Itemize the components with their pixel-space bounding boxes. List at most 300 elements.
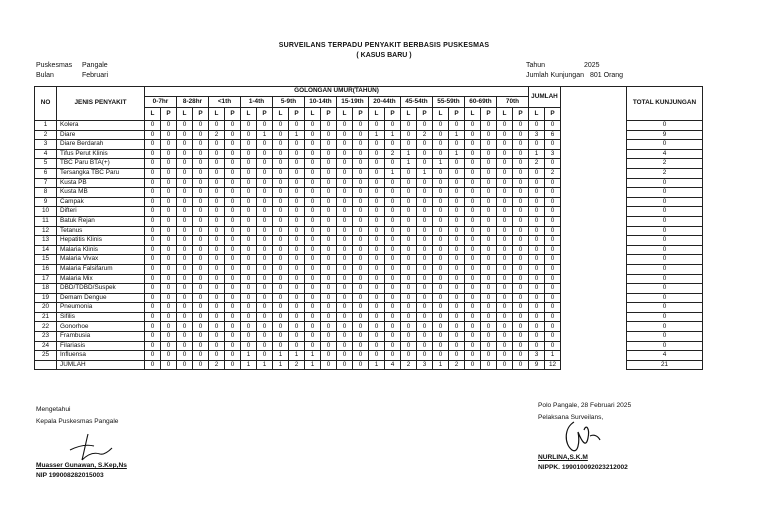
case-count-cell: 0 bbox=[177, 246, 193, 256]
case-count-cell: 0 bbox=[513, 131, 529, 141]
case-count-cell: 0 bbox=[497, 169, 513, 179]
disease-name: Hepatitis Klinis bbox=[57, 236, 145, 246]
case-count-cell: 0 bbox=[161, 255, 177, 265]
case-count-cell: 0 bbox=[145, 265, 161, 275]
case-count-cell: 0 bbox=[513, 246, 529, 256]
row-number: 10 bbox=[35, 207, 57, 217]
case-count-cell: 0 bbox=[385, 332, 401, 342]
case-count-cell: 0 bbox=[513, 140, 529, 150]
case-count-cell: 0 bbox=[193, 361, 209, 371]
case-count-cell: 0 bbox=[273, 303, 289, 313]
case-count-cell: 0 bbox=[257, 246, 273, 256]
case-count-cell: 0 bbox=[513, 332, 529, 342]
case-count-cell: 0 bbox=[145, 159, 161, 169]
case-count-cell: 0 bbox=[401, 169, 417, 179]
case-count-cell: 0 bbox=[417, 275, 433, 285]
case-count-cell: 0 bbox=[177, 217, 193, 227]
case-count-cell: 0 bbox=[529, 313, 545, 323]
case-count-cell: 0 bbox=[273, 246, 289, 256]
disease-name: Filariasis bbox=[57, 342, 145, 352]
case-count-cell: 0 bbox=[385, 159, 401, 169]
case-count-cell: 0 bbox=[369, 159, 385, 169]
case-count-cell: 1 bbox=[305, 361, 321, 371]
case-count-cell: 0 bbox=[369, 275, 385, 285]
disease-name: Malaria Mix bbox=[57, 275, 145, 285]
total-kunjungan-cell: 0 bbox=[627, 246, 703, 256]
case-count-cell: 0 bbox=[225, 303, 241, 313]
case-count-cell: 0 bbox=[241, 140, 257, 150]
case-count-cell: 0 bbox=[337, 255, 353, 265]
case-count-cell: 0 bbox=[497, 159, 513, 169]
age-group-header: <1th bbox=[209, 97, 241, 108]
case-count-cell: 0 bbox=[465, 121, 481, 131]
case-count-cell: 0 bbox=[241, 313, 257, 323]
case-count-cell: 0 bbox=[161, 303, 177, 313]
case-count-cell: 0 bbox=[417, 121, 433, 131]
case-count-cell: 0 bbox=[545, 121, 561, 131]
case-count-cell: 0 bbox=[145, 351, 161, 361]
case-count-cell: 0 bbox=[337, 179, 353, 189]
case-count-cell: 0 bbox=[497, 198, 513, 208]
case-count-cell: 3 bbox=[529, 351, 545, 361]
case-count-cell: 0 bbox=[353, 169, 369, 179]
case-count-cell: 1 bbox=[529, 150, 545, 160]
case-count-cell: 0 bbox=[417, 140, 433, 150]
case-count-cell: 0 bbox=[401, 265, 417, 275]
case-count-cell: 0 bbox=[209, 294, 225, 304]
case-count-cell: 0 bbox=[225, 265, 241, 275]
case-count-cell: 0 bbox=[433, 188, 449, 198]
age-group-header: 0-7hr bbox=[145, 97, 177, 108]
case-count-cell: 0 bbox=[513, 121, 529, 131]
case-count-cell: 0 bbox=[497, 246, 513, 256]
case-count-cell: 0 bbox=[305, 121, 321, 131]
case-count-cell: 0 bbox=[385, 351, 401, 361]
signature-right-scribble bbox=[556, 414, 606, 458]
case-count-cell: 0 bbox=[353, 275, 369, 285]
case-count-cell: 0 bbox=[529, 255, 545, 265]
case-count-cell: 1 bbox=[401, 150, 417, 160]
case-count-cell: 0 bbox=[273, 227, 289, 237]
case-count-cell: 0 bbox=[161, 140, 177, 150]
case-count-cell: 0 bbox=[545, 284, 561, 294]
case-count-cell: 0 bbox=[257, 284, 273, 294]
case-count-cell: 0 bbox=[289, 275, 305, 285]
case-count-cell: 0 bbox=[193, 169, 209, 179]
case-count-cell: 0 bbox=[145, 303, 161, 313]
case-count-cell: 0 bbox=[529, 179, 545, 189]
case-count-cell: 0 bbox=[305, 140, 321, 150]
report-subtitle: ( KASUS BARU ) bbox=[356, 52, 412, 59]
kunjungan-value: 801 Orang bbox=[590, 72, 624, 79]
case-count-cell: 1 bbox=[257, 131, 273, 141]
case-count-cell: 0 bbox=[417, 217, 433, 227]
case-count-cell: 0 bbox=[305, 188, 321, 198]
case-count-cell: 0 bbox=[161, 121, 177, 131]
case-count-cell: 0 bbox=[401, 275, 417, 285]
disease-name: Pneumonia bbox=[57, 303, 145, 313]
case-count-cell: 0 bbox=[225, 236, 241, 246]
case-count-cell: 0 bbox=[481, 322, 497, 332]
case-count-cell: 0 bbox=[337, 351, 353, 361]
case-count-cell: 0 bbox=[481, 150, 497, 160]
case-count-cell: 0 bbox=[353, 121, 369, 131]
case-count-cell: 2 bbox=[289, 361, 305, 371]
bulan-label: Bulan bbox=[36, 72, 54, 79]
case-count-cell: 0 bbox=[433, 246, 449, 256]
disease-name: Diare bbox=[57, 131, 145, 141]
case-count-cell: 0 bbox=[337, 275, 353, 285]
case-count-cell: 0 bbox=[529, 246, 545, 256]
case-count-cell: 0 bbox=[225, 121, 241, 131]
case-count-cell: 0 bbox=[193, 284, 209, 294]
case-count-cell: 0 bbox=[321, 255, 337, 265]
case-count-cell: 0 bbox=[401, 179, 417, 189]
disease-name: JUMLAH bbox=[57, 361, 145, 371]
case-count-cell: 0 bbox=[209, 188, 225, 198]
case-count-cell: 0 bbox=[177, 322, 193, 332]
case-count-cell: 0 bbox=[481, 236, 497, 246]
case-count-cell: 0 bbox=[401, 131, 417, 141]
case-count-cell: 0 bbox=[321, 294, 337, 304]
case-count-cell: 0 bbox=[273, 207, 289, 217]
disease-name: Kusta PB bbox=[57, 179, 145, 189]
case-count-cell: 0 bbox=[177, 207, 193, 217]
case-count-cell: 0 bbox=[385, 246, 401, 256]
disease-name: Kolera bbox=[57, 121, 145, 131]
disease-name: Diare Berdarah bbox=[57, 140, 145, 150]
case-count-cell: 1 bbox=[241, 361, 257, 371]
case-count-cell: 0 bbox=[337, 207, 353, 217]
case-count-cell: 0 bbox=[337, 140, 353, 150]
case-count-cell: 0 bbox=[417, 207, 433, 217]
case-count-cell: 0 bbox=[241, 255, 257, 265]
case-count-cell: 0 bbox=[433, 207, 449, 217]
case-count-cell: 2 bbox=[385, 150, 401, 160]
total-kunjungan-cell: 0 bbox=[627, 275, 703, 285]
info-bulan bbox=[36, 72, 108, 79]
info-tahun bbox=[526, 62, 600, 69]
disease-name: Malaria Vivax bbox=[57, 255, 145, 265]
puskesmas-label: Puskesmas bbox=[36, 62, 73, 69]
total-kunjungan-cell: 0 bbox=[627, 236, 703, 246]
row-number: 12 bbox=[35, 227, 57, 237]
case-count-cell: 0 bbox=[401, 198, 417, 208]
case-count-cell: 0 bbox=[161, 217, 177, 227]
case-count-cell: 0 bbox=[417, 188, 433, 198]
case-count-cell: 0 bbox=[273, 322, 289, 332]
total-kunjungan-cell: 4 bbox=[627, 351, 703, 361]
case-count-cell: 0 bbox=[161, 131, 177, 141]
case-count-cell: 0 bbox=[465, 332, 481, 342]
case-count-cell: 0 bbox=[305, 179, 321, 189]
tahun-label: Tahun bbox=[526, 62, 546, 69]
case-count-cell: 0 bbox=[481, 121, 497, 131]
case-count-cell: 4 bbox=[385, 361, 401, 371]
case-count-cell: 0 bbox=[145, 169, 161, 179]
case-count-cell: 0 bbox=[289, 255, 305, 265]
case-count-cell: 0 bbox=[241, 275, 257, 285]
case-count-cell: 12 bbox=[545, 361, 561, 371]
case-count-cell: 0 bbox=[337, 198, 353, 208]
case-count-cell: 0 bbox=[433, 236, 449, 246]
disease-table bbox=[34, 86, 655, 370]
case-count-cell: 0 bbox=[433, 284, 449, 294]
case-count-cell: 0 bbox=[513, 159, 529, 169]
case-count-cell: 2 bbox=[545, 169, 561, 179]
case-count-cell: 0 bbox=[385, 342, 401, 352]
total-kunjungan-cell: 0 bbox=[627, 255, 703, 265]
case-count-cell: 0 bbox=[513, 294, 529, 304]
case-count-cell: 0 bbox=[305, 150, 321, 160]
case-count-cell: 0 bbox=[209, 284, 225, 294]
case-count-cell: 0 bbox=[257, 275, 273, 285]
case-count-cell: 1 bbox=[401, 159, 417, 169]
case-count-cell: 0 bbox=[225, 294, 241, 304]
case-count-cell: 0 bbox=[321, 207, 337, 217]
case-count-cell: 0 bbox=[225, 246, 241, 256]
case-count-cell: 0 bbox=[209, 265, 225, 275]
case-count-cell: 0 bbox=[481, 255, 497, 265]
case-count-cell: 0 bbox=[193, 188, 209, 198]
case-count-cell: 0 bbox=[449, 198, 465, 208]
case-count-cell: 0 bbox=[465, 236, 481, 246]
case-count-cell: 0 bbox=[513, 227, 529, 237]
case-count-cell: 0 bbox=[241, 294, 257, 304]
case-count-cell: 0 bbox=[257, 351, 273, 361]
case-count-cell: 0 bbox=[321, 217, 337, 227]
age-group-header: 10-14th bbox=[305, 97, 337, 108]
age-group-header: 45-54th bbox=[401, 97, 433, 108]
case-count-cell: 0 bbox=[401, 207, 417, 217]
case-count-cell: 0 bbox=[545, 140, 561, 150]
case-count-cell: 0 bbox=[145, 332, 161, 342]
case-count-cell: 0 bbox=[193, 265, 209, 275]
case-count-cell: 0 bbox=[225, 198, 241, 208]
case-count-cell: 0 bbox=[273, 275, 289, 285]
case-count-cell: 0 bbox=[257, 255, 273, 265]
sex-header-l: L bbox=[401, 108, 417, 121]
case-count-cell: 0 bbox=[161, 159, 177, 169]
case-count-cell: 0 bbox=[353, 159, 369, 169]
case-count-cell: 0 bbox=[433, 217, 449, 227]
case-count-cell: 0 bbox=[225, 140, 241, 150]
case-count-cell: 0 bbox=[513, 169, 529, 179]
case-count-cell: 0 bbox=[145, 188, 161, 198]
case-count-cell: 0 bbox=[177, 351, 193, 361]
case-count-cell: 0 bbox=[209, 159, 225, 169]
sex-header-l: L bbox=[497, 108, 513, 121]
case-count-cell: 0 bbox=[369, 303, 385, 313]
case-count-cell: 0 bbox=[401, 255, 417, 265]
row-number: 9 bbox=[35, 198, 57, 208]
case-count-cell: 0 bbox=[545, 236, 561, 246]
case-count-cell: 2 bbox=[529, 159, 545, 169]
case-count-cell: 0 bbox=[497, 188, 513, 198]
case-count-cell: 0 bbox=[545, 217, 561, 227]
case-count-cell: 0 bbox=[305, 313, 321, 323]
case-count-cell: 0 bbox=[497, 303, 513, 313]
case-count-cell: 0 bbox=[305, 227, 321, 237]
sign-right-line2: Pelaksana Surveilans, bbox=[538, 414, 604, 421]
case-count-cell: 0 bbox=[529, 188, 545, 198]
case-count-cell: 0 bbox=[417, 294, 433, 304]
case-count-cell: 0 bbox=[241, 322, 257, 332]
case-count-cell: 0 bbox=[321, 303, 337, 313]
case-count-cell: 0 bbox=[545, 255, 561, 265]
case-count-cell: 1 bbox=[273, 361, 289, 371]
case-count-cell: 0 bbox=[497, 351, 513, 361]
case-count-cell: 0 bbox=[401, 217, 417, 227]
case-count-cell: 0 bbox=[145, 361, 161, 371]
case-count-cell: 0 bbox=[321, 275, 337, 285]
case-count-cell: 0 bbox=[353, 236, 369, 246]
case-count-cell: 0 bbox=[417, 198, 433, 208]
case-count-cell: 0 bbox=[193, 303, 209, 313]
case-count-cell: 0 bbox=[497, 284, 513, 294]
bulan-value: Februari bbox=[82, 72, 109, 79]
case-count-cell: 0 bbox=[449, 265, 465, 275]
case-count-cell: 0 bbox=[433, 294, 449, 304]
case-count-cell: 0 bbox=[145, 227, 161, 237]
case-count-cell: 0 bbox=[513, 198, 529, 208]
age-group-header: 60-69th bbox=[465, 97, 497, 108]
case-count-cell: 0 bbox=[417, 332, 433, 342]
case-count-cell: 0 bbox=[417, 342, 433, 352]
age-group-header: 20-44th bbox=[369, 97, 401, 108]
case-count-cell: 0 bbox=[433, 169, 449, 179]
case-count-cell: 0 bbox=[545, 294, 561, 304]
case-count-cell: 0 bbox=[145, 150, 161, 160]
case-count-cell: 0 bbox=[225, 332, 241, 342]
case-count-cell: 0 bbox=[545, 159, 561, 169]
row-number: 4 bbox=[35, 150, 57, 160]
total-kunjungan-cell: 21 bbox=[627, 361, 703, 371]
case-count-cell: 0 bbox=[337, 313, 353, 323]
case-count-cell: 0 bbox=[321, 140, 337, 150]
case-count-cell: 0 bbox=[465, 246, 481, 256]
case-count-cell: 0 bbox=[401, 227, 417, 237]
case-count-cell: 0 bbox=[177, 150, 193, 160]
case-count-cell: 0 bbox=[449, 246, 465, 256]
case-count-cell: 0 bbox=[321, 236, 337, 246]
case-count-cell: 2 bbox=[401, 361, 417, 371]
case-count-cell: 0 bbox=[209, 198, 225, 208]
case-count-cell: 0 bbox=[161, 188, 177, 198]
age-group-header: 8-28hr bbox=[177, 97, 209, 108]
case-count-cell: 0 bbox=[401, 121, 417, 131]
case-count-cell: 0 bbox=[257, 265, 273, 275]
case-count-cell: 0 bbox=[193, 246, 209, 256]
case-count-cell: 0 bbox=[513, 275, 529, 285]
case-count-cell: 0 bbox=[225, 179, 241, 189]
case-count-cell: 0 bbox=[241, 342, 257, 352]
row-number: 15 bbox=[35, 255, 57, 265]
case-count-cell: 0 bbox=[433, 275, 449, 285]
case-count-cell: 0 bbox=[193, 121, 209, 131]
case-count-cell: 0 bbox=[353, 332, 369, 342]
case-count-cell: 0 bbox=[529, 217, 545, 227]
case-count-cell: 0 bbox=[433, 140, 449, 150]
disease-name: Frambusia bbox=[57, 332, 145, 342]
case-count-cell: 0 bbox=[193, 198, 209, 208]
case-count-cell: 0 bbox=[497, 217, 513, 227]
row-number: 23 bbox=[35, 332, 57, 342]
case-count-cell: 0 bbox=[465, 217, 481, 227]
case-count-cell: 0 bbox=[145, 131, 161, 141]
case-count-cell: 0 bbox=[449, 255, 465, 265]
header-no: NO bbox=[35, 87, 57, 121]
case-count-cell: 0 bbox=[385, 255, 401, 265]
case-count-cell: 0 bbox=[289, 140, 305, 150]
case-count-cell: 0 bbox=[305, 159, 321, 169]
case-count-cell: 0 bbox=[209, 275, 225, 285]
case-count-cell: 0 bbox=[353, 351, 369, 361]
case-count-cell: 0 bbox=[449, 179, 465, 189]
case-count-cell: 3 bbox=[417, 361, 433, 371]
case-count-cell: 0 bbox=[321, 246, 337, 256]
case-count-cell: 0 bbox=[177, 131, 193, 141]
case-count-cell: 0 bbox=[209, 227, 225, 237]
total-kunjungan-cell: 0 bbox=[627, 179, 703, 189]
case-count-cell: 0 bbox=[417, 351, 433, 361]
case-count-cell: 0 bbox=[289, 207, 305, 217]
case-count-cell: 0 bbox=[305, 265, 321, 275]
case-count-cell: 0 bbox=[513, 303, 529, 313]
case-count-cell: 0 bbox=[337, 265, 353, 275]
header-golongan-umur: GOLONGAN UMUR(TAHUN) bbox=[145, 87, 529, 97]
case-count-cell: 0 bbox=[497, 140, 513, 150]
case-count-cell: 0 bbox=[273, 265, 289, 275]
case-count-cell: 0 bbox=[497, 207, 513, 217]
case-count-cell: 0 bbox=[465, 140, 481, 150]
case-count-cell: 0 bbox=[161, 342, 177, 352]
case-count-cell: 0 bbox=[257, 217, 273, 227]
case-count-cell: 0 bbox=[257, 140, 273, 150]
case-count-cell: 0 bbox=[529, 322, 545, 332]
case-count-cell: 0 bbox=[449, 342, 465, 352]
case-count-cell: 0 bbox=[145, 198, 161, 208]
case-count-cell: 0 bbox=[225, 351, 241, 361]
case-count-cell: 0 bbox=[225, 275, 241, 285]
case-count-cell: 0 bbox=[305, 342, 321, 352]
case-count-cell: 0 bbox=[497, 255, 513, 265]
case-count-cell: 0 bbox=[481, 198, 497, 208]
case-count-cell: 0 bbox=[145, 207, 161, 217]
case-count-cell: 0 bbox=[305, 255, 321, 265]
case-count-cell: 0 bbox=[353, 255, 369, 265]
case-count-cell: 0 bbox=[257, 332, 273, 342]
case-count-cell: 0 bbox=[481, 227, 497, 237]
case-count-cell: 0 bbox=[273, 342, 289, 352]
case-count-cell: 0 bbox=[193, 131, 209, 141]
case-count-cell: 0 bbox=[177, 255, 193, 265]
case-count-cell: 0 bbox=[161, 313, 177, 323]
row-number: 24 bbox=[35, 342, 57, 352]
case-count-cell: 0 bbox=[465, 265, 481, 275]
case-count-cell: 0 bbox=[401, 246, 417, 256]
case-count-cell: 0 bbox=[273, 169, 289, 179]
case-count-cell: 0 bbox=[433, 255, 449, 265]
total-kunjungan-cell: 0 bbox=[627, 303, 703, 313]
kunjungan-label: Jumlah Kunjungan bbox=[526, 72, 584, 79]
case-count-cell: 0 bbox=[337, 169, 353, 179]
case-count-cell: 0 bbox=[513, 150, 529, 160]
case-count-cell: 0 bbox=[257, 179, 273, 189]
case-count-cell: 0 bbox=[417, 227, 433, 237]
case-count-cell: 0 bbox=[401, 236, 417, 246]
case-count-cell: 0 bbox=[177, 284, 193, 294]
